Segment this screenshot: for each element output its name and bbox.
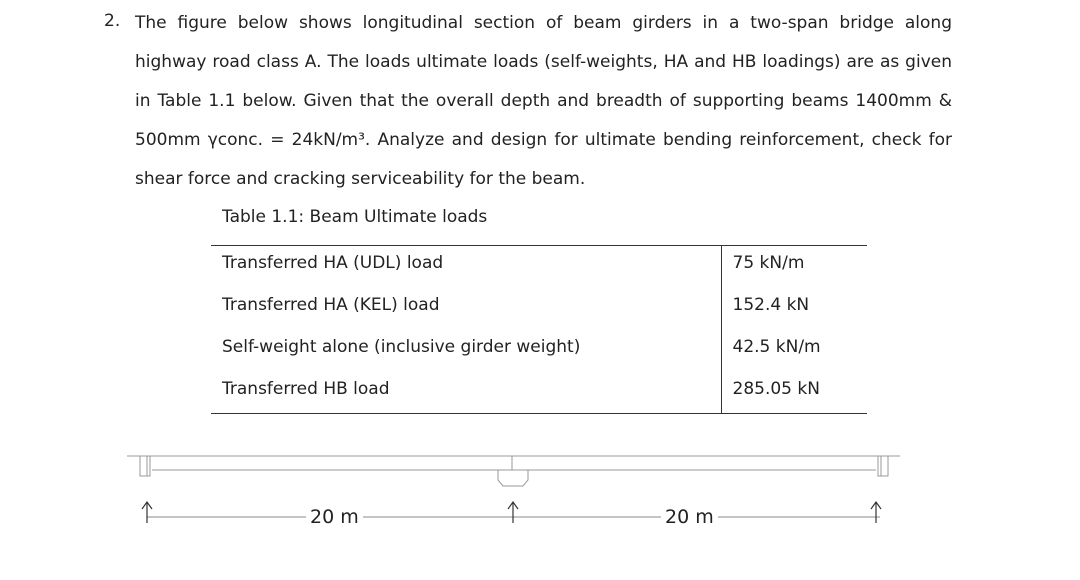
left-abutment [140, 456, 150, 476]
question-number: 2. [104, 11, 121, 31]
table-row [211, 372, 867, 414]
question-body: The figure below shows longitudinal section of beam girders in a two-span bridge along highway road class A. The loads ultimate loads (self-weights, HA and HB loadings) are as given in Table 1.1 below. Given that the overall depth and breadth of supporting beams 1400mm & 500mm γconc. = 24kN/m³. Analyze and design for ultimate bending reinforcement, check for shear force and cracking serviceability for the beam. [135, 13, 952, 189]
load-value: 75 kN/m [721, 246, 867, 288]
question-text [135, 4, 952, 199]
load-value: 285.05 kN [721, 372, 867, 414]
middle-pier [498, 470, 528, 486]
table-caption: Table 1.1: Beam Ultimate loads [222, 207, 488, 227]
load-value: 42.5 kN/m [721, 330, 867, 372]
load-label: Transferred HA (UDL) load [211, 246, 721, 288]
load-label: Transferred HA (KEL) load [222, 294, 440, 315]
span1-dimension: 20 m [306, 506, 363, 528]
load-value: 152.4 kN [721, 288, 867, 330]
loads-table [211, 245, 867, 414]
table-row [211, 246, 867, 288]
span2-dimension: 20 m [661, 506, 718, 528]
table-row [211, 330, 867, 372]
bridge-beam-diagram [0, 440, 1080, 550]
load-label: Transferred HB load [211, 372, 721, 414]
load-label: Self-weight alone (inclusive girder weight) [222, 336, 581, 357]
right-abutment [878, 456, 888, 476]
table-row [211, 288, 867, 330]
